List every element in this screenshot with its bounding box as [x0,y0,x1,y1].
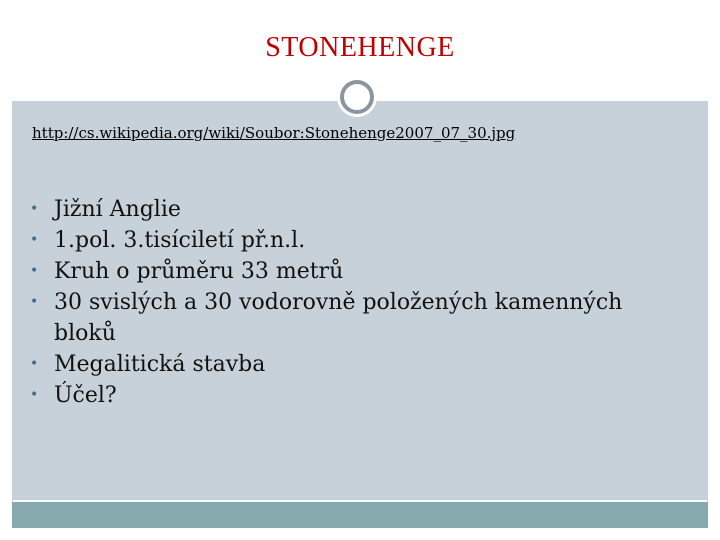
bullet-item [28,287,688,349]
bullet-item [28,349,688,380]
bullet-item [28,380,688,411]
bullet-text: Jižní Anglie [54,197,181,222]
bullet-item [28,225,688,256]
bullet-list [28,194,688,411]
bullet-icon: • [30,294,39,310]
bullet-icon: • [30,387,39,403]
slide-title: STONEHENGE [265,32,455,63]
bullet-icon: • [30,263,39,279]
circle-ornament-icon [340,80,374,114]
footer-bar [12,502,708,528]
bullet-text: Kruh o průměru 33 metrů [54,259,344,284]
bullet-item [28,194,688,225]
bullet-icon: • [30,201,39,217]
bullet-text: Megalitická stavba [54,352,266,377]
bullet-text: Účel? [54,383,117,408]
bullet-icon: • [30,232,39,248]
bullet-icon: • [30,356,39,372]
source-link[interactable]: http://cs.wikipedia.org/wiki/Soubor:Stonehenge2007_07_30.jpg [32,124,516,142]
bullet-text: 30 svislých a 30 vodorovně položených kamenných bloků [54,290,623,346]
bullet-text: 1.pol. 3.tisíciletí př.n.l. [54,228,306,253]
bullet-item [28,256,688,287]
